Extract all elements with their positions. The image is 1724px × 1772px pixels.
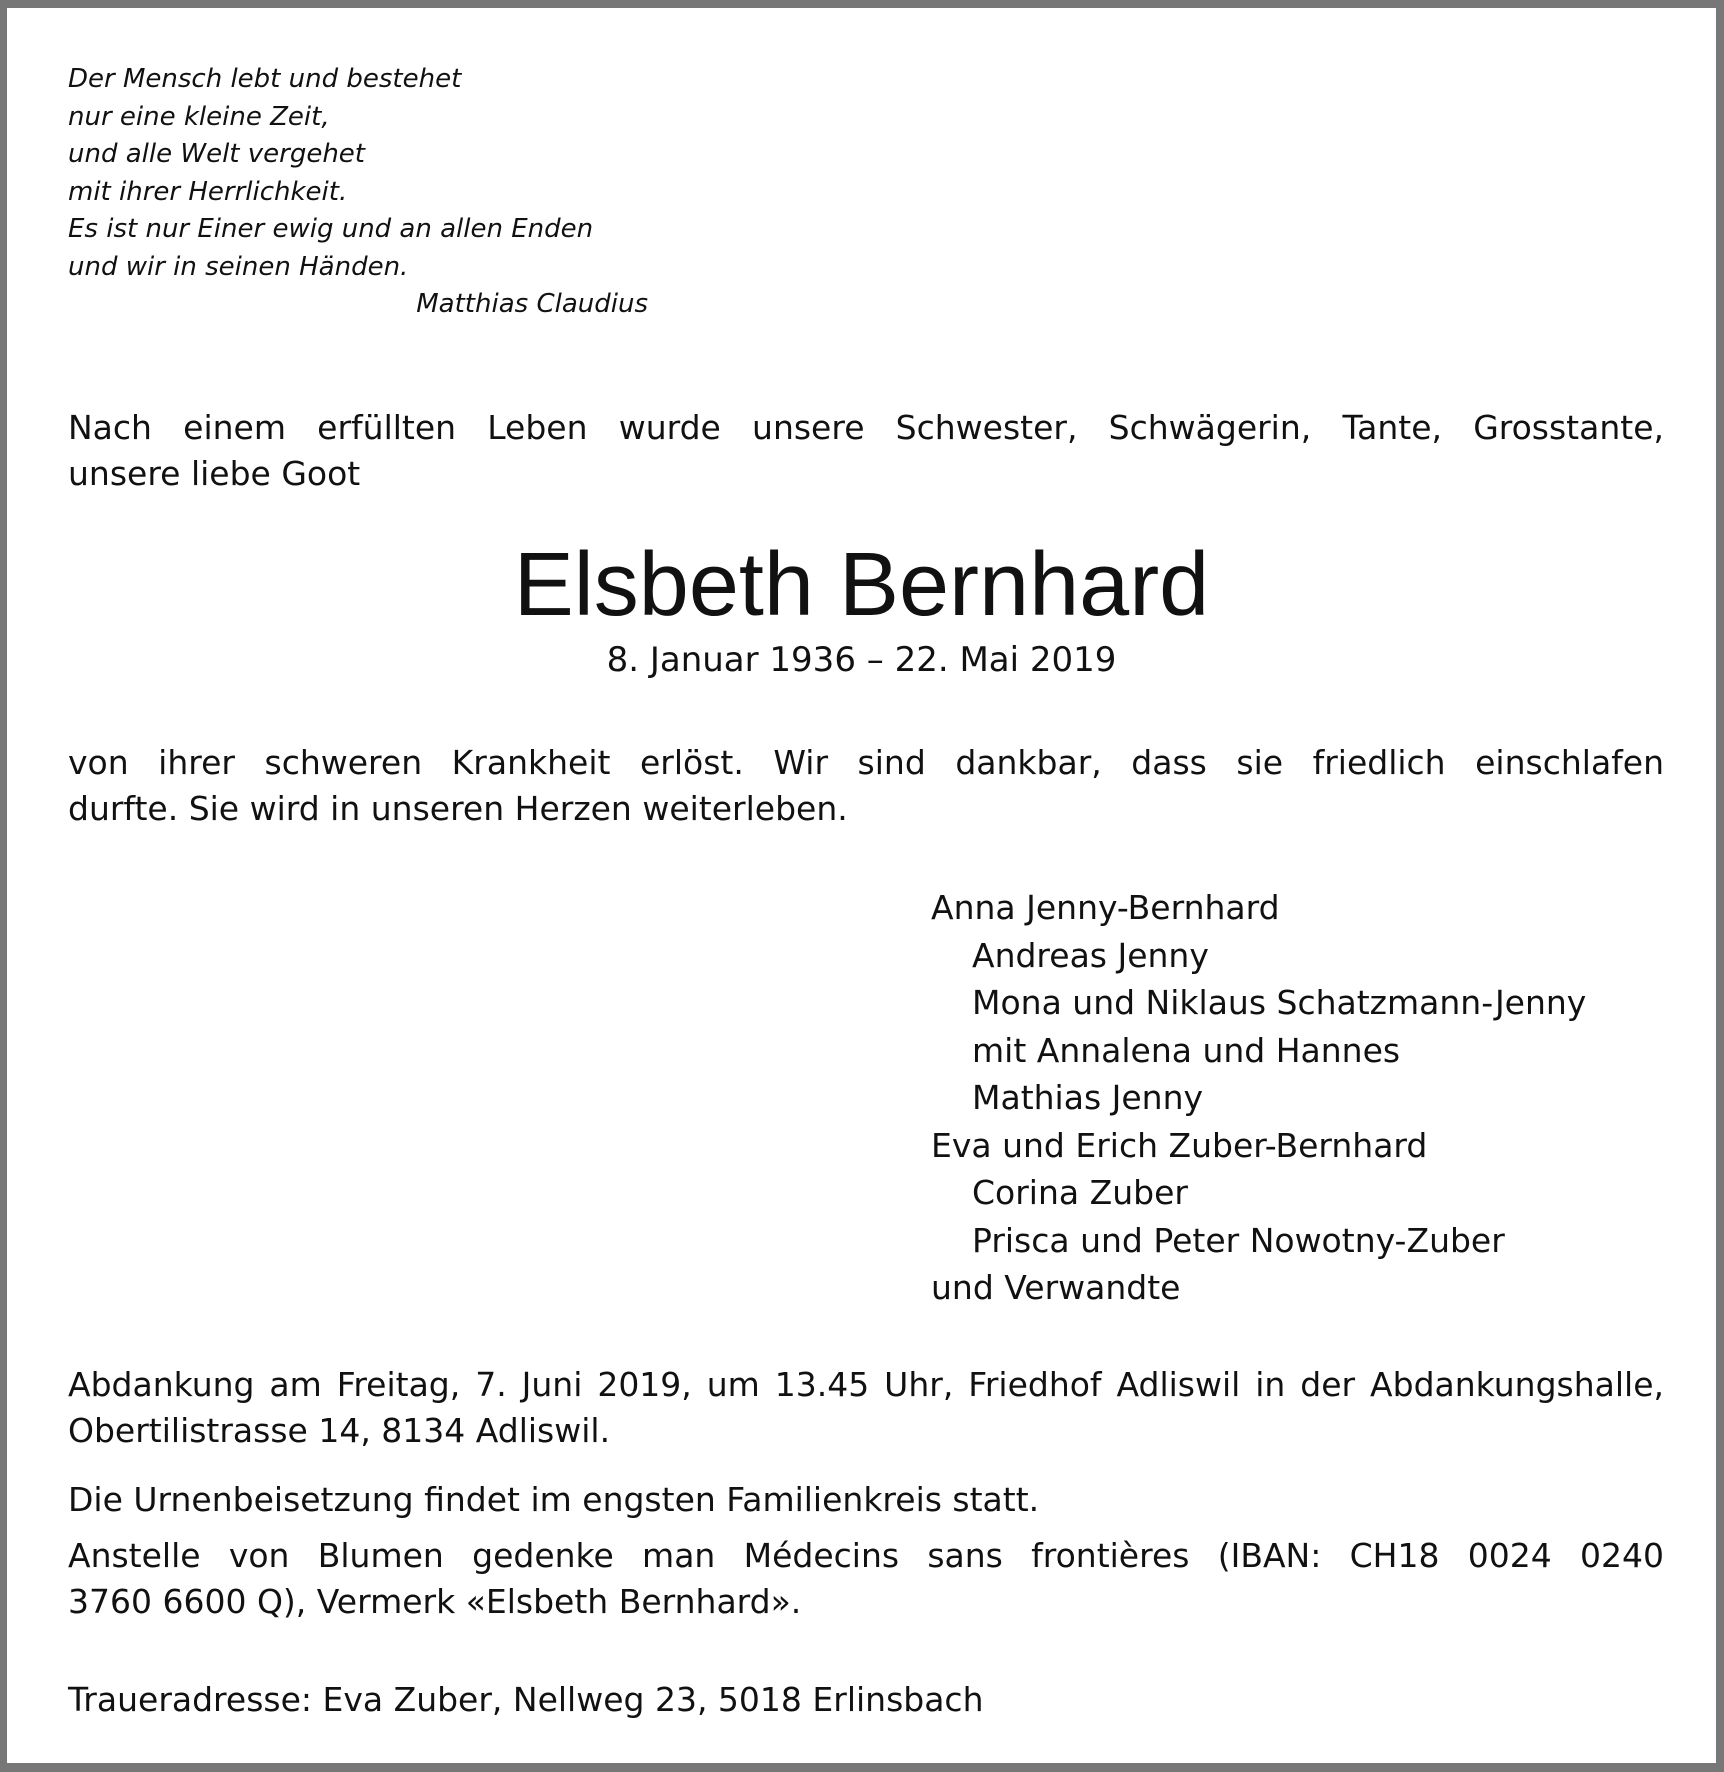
donation-text (68, 1533, 1664, 1625)
poem-line: nur eine kleine Zeit, (68, 101, 330, 132)
poem-line: und wir in seinen Händen. (68, 251, 409, 282)
family-member: Corina Zuber (972, 1173, 1188, 1212)
obituary-page (7, 8, 1716, 1763)
poem-line: mit ihrer Herrlichkeit. (68, 176, 348, 207)
intro-line: Nach einem erfüllten Leben wurde unsere Schwester, Schwägerin, Tante, Grosstante, (68, 408, 1664, 447)
service-line: Abdankung am Freitag, 7. Juni 2019, um 13.45 Uhr, Friedhof Adliswil in der Abdankungshalle, (68, 1365, 1664, 1404)
burial-text: Die Urnenbeisetzung findet im engsten Familienkreis statt. (68, 1480, 1040, 1519)
mourning-address: Traueradresse: Eva Zuber, Nellweg 23, 5018 Erlinsbach (68, 1680, 984, 1719)
deceased-name: Elsbeth Bernhard (513, 535, 1210, 635)
family-list (931, 884, 1586, 1312)
family-member: Anna Jenny-Bernhard (931, 888, 1280, 927)
family-member: Eva und Erich Zuber-Bernhard (931, 1125, 1428, 1165)
intro-text (68, 405, 1664, 497)
family-member: mit Annalena und Hannes (972, 1030, 1401, 1070)
family-member: Prisca und Peter Nowotny-Zuber (972, 1220, 1505, 1260)
family-member: Andreas Jenny (972, 935, 1209, 975)
message-line: von ihrer schweren Krankheit erlöst. Wir sind dankbar, dass sie friedlich einschlafen (68, 743, 1664, 782)
poem-line: und alle Welt vergehet (68, 139, 365, 169)
service-text (68, 1362, 1664, 1454)
donation-line: Anstelle von Blumen gedenke man Médecins sans frontières (IBAN: CH18 0024 0240 (68, 1536, 1664, 1575)
message-text (68, 740, 1664, 832)
message-line: durfte. Sie wird in unseren Herzen weiterleben. (68, 789, 848, 828)
life-dates: 8. Januar 1936 – 22. Mai 2019 (606, 640, 1117, 680)
poem-line: Der Mensch lebt und bestehet (68, 64, 462, 94)
poem-line: Es ist nur Einer ewig und an allen Enden (68, 214, 594, 244)
service-line: Obertilistrasse 14, 8134 Adliswil. (68, 1411, 611, 1450)
family-member: Mathias Jenny (972, 1078, 1204, 1117)
poem (68, 61, 648, 324)
family-member: Mona und Niklaus Schatzmann-Jenny (972, 983, 1587, 1022)
family-member: und Verwandte (931, 1268, 1181, 1307)
poem-author: Matthias Claudius (416, 289, 648, 319)
donation-line: 3760 6600 Q), Vermerk «Elsbeth Bernhard». (68, 1582, 802, 1621)
intro-line: unsere liebe Goot (68, 454, 361, 493)
